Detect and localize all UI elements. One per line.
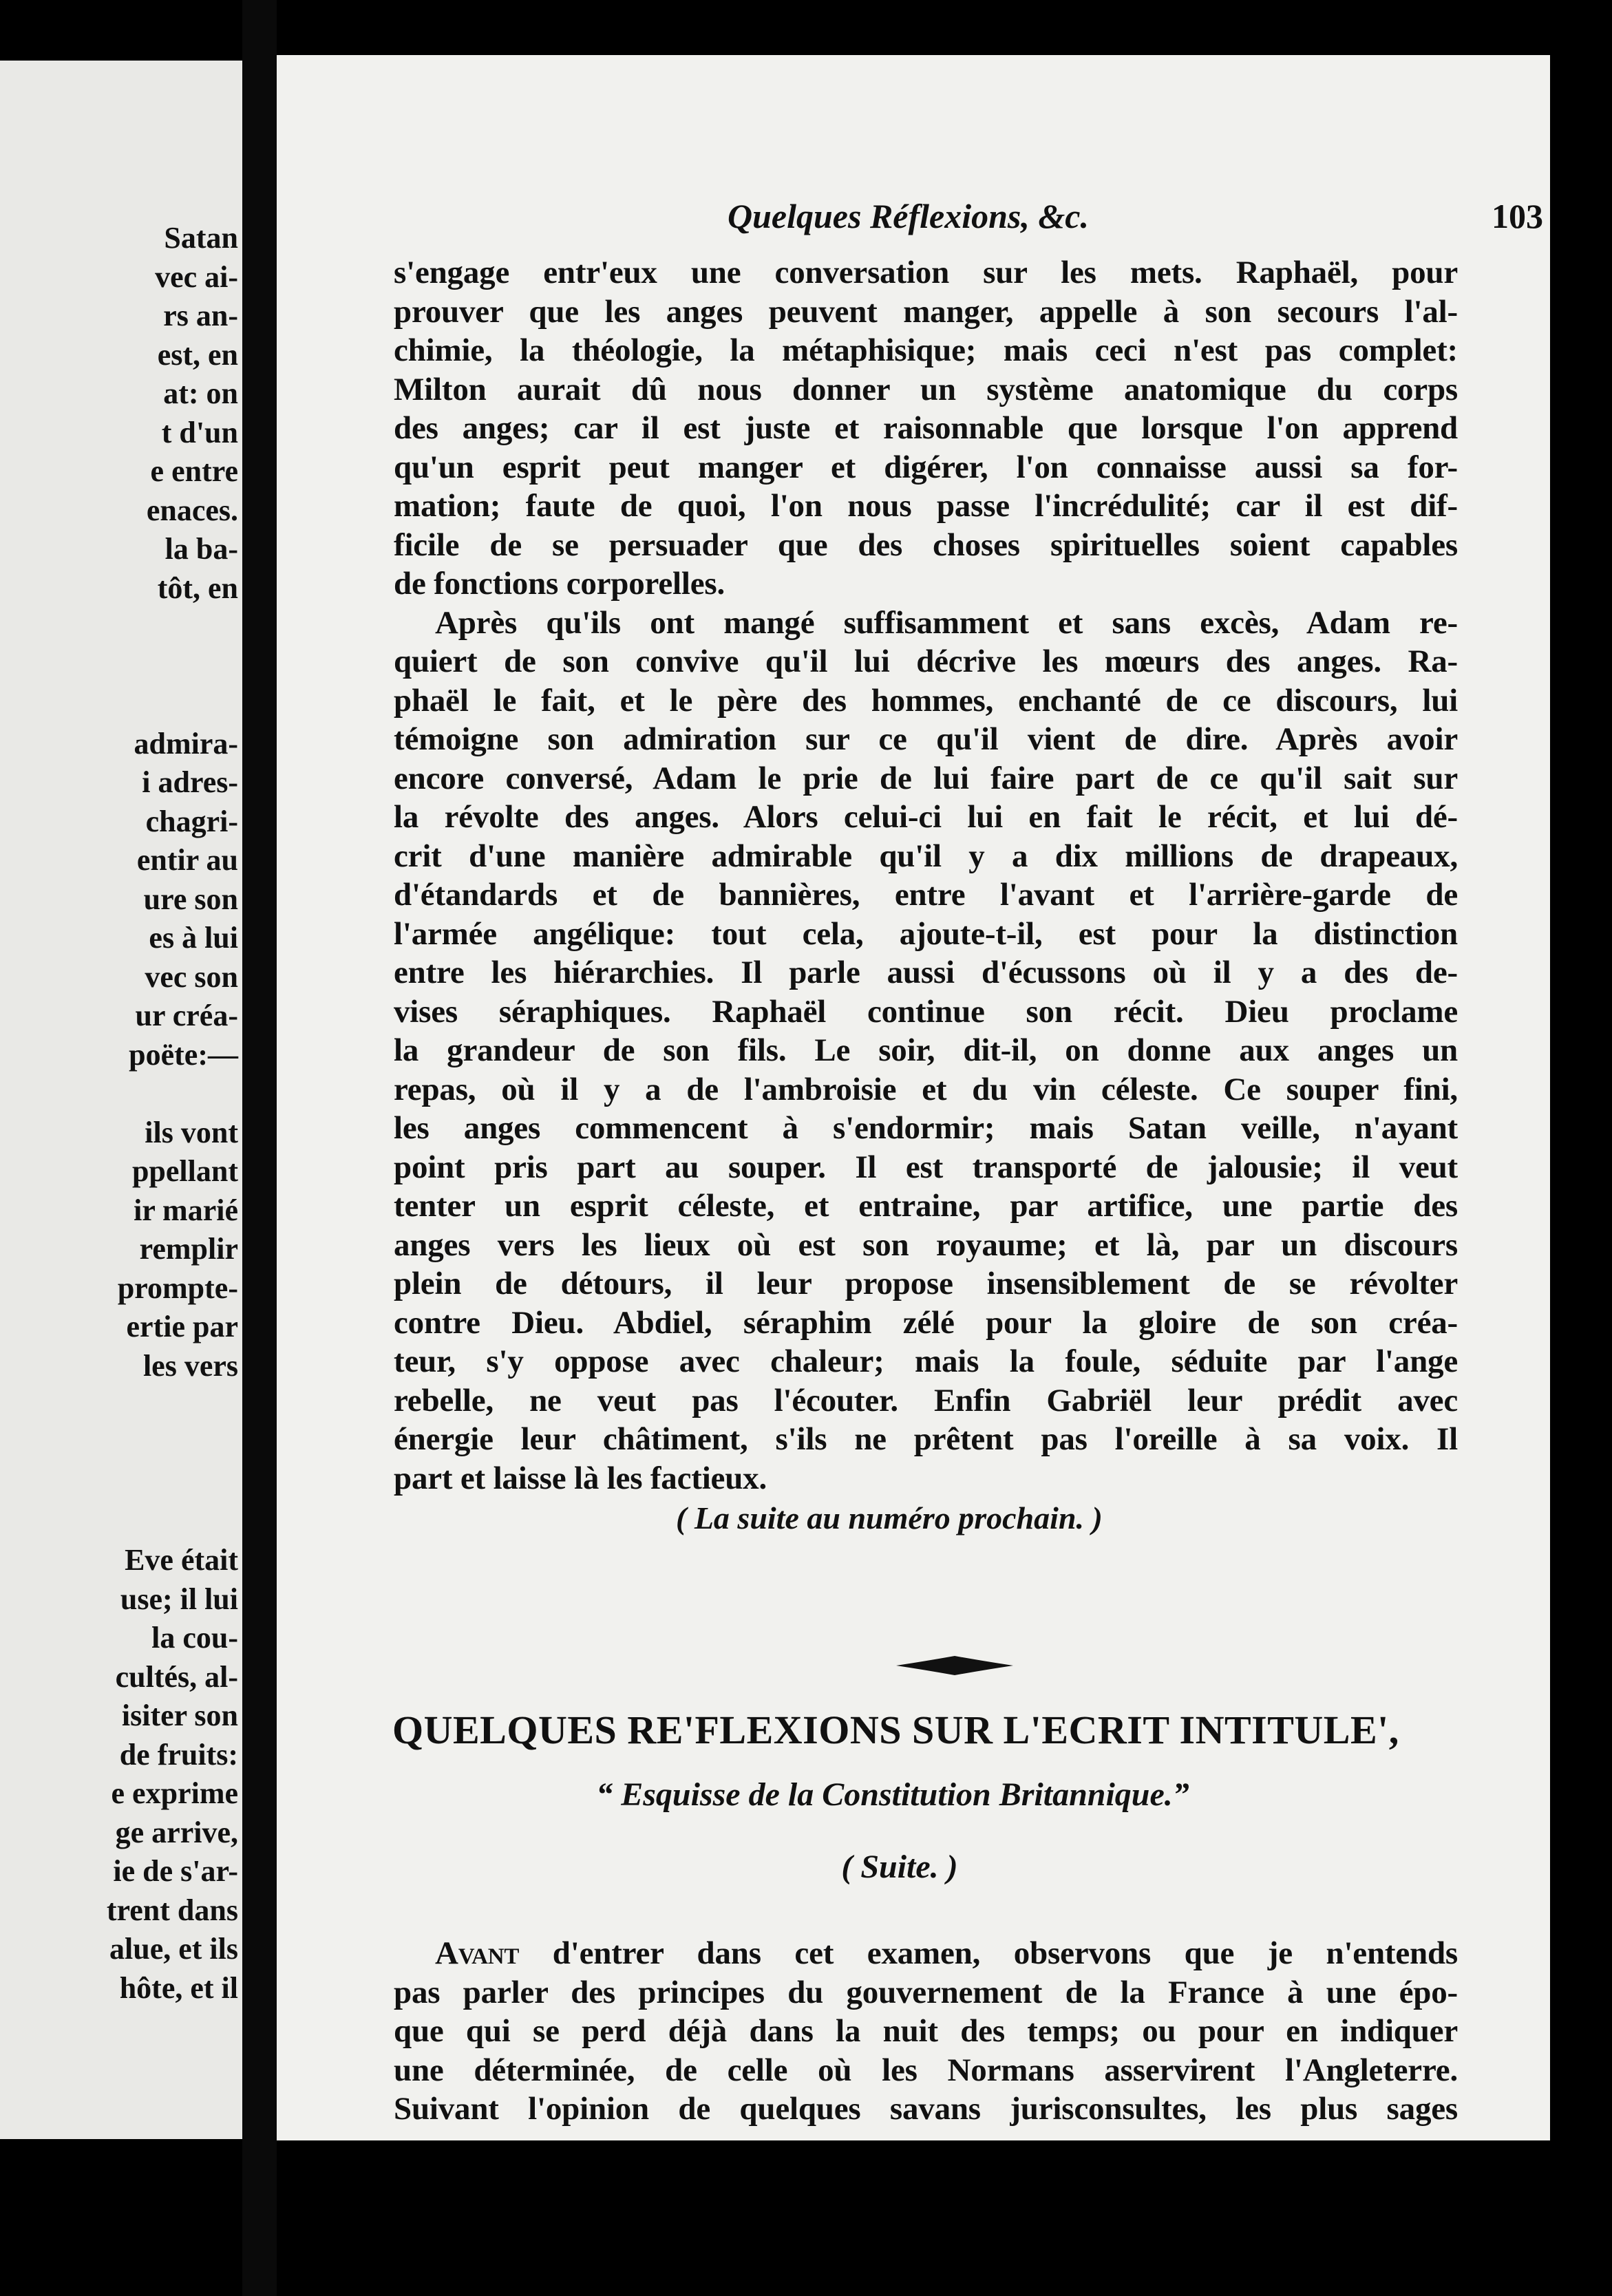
left-line: vec son <box>145 959 238 994</box>
left-line: ure son <box>143 882 238 916</box>
text-line: d'étandards et de bannières, entre l'avant et l'arrière-garde de <box>394 877 1458 913</box>
running-title: Quelques Réflexions, &c. <box>728 197 1089 235</box>
text-line: témoigne son admiration sur ce qu'il vient de dire. Après avoir <box>394 721 1458 757</box>
left-line: poëte:— <box>129 1037 238 1072</box>
left-line: cultés, al- <box>115 1659 238 1694</box>
section-subtitle: “ Esquisse de la Constitution Britannique.” <box>596 1776 1189 1813</box>
left-line: chagri- <box>145 804 238 838</box>
left-line: de fruits: <box>119 1737 238 1772</box>
left-line: ir marié <box>134 1193 238 1227</box>
text-line: l'armée angélique: tout cela, ajoute-t-il, est pour la distinction <box>394 915 1458 952</box>
text-line <box>394 1934 1458 1973</box>
left-line: admira- <box>134 726 238 761</box>
text-line: crit d'une manière admirable qu'il y a dix millions de drapeaux, <box>394 838 1458 874</box>
text-line: rebelle, ne veut pas l'écouter. Enfin Gabriël leur prédit avec <box>394 1382 1458 1418</box>
left-line: ils vont <box>145 1115 238 1149</box>
page-number: 103 <box>1492 197 1543 235</box>
text-line: contre Dieu. Abdiel, séraphim zélé pour la gloire de son créa- <box>394 1304 1458 1341</box>
section-title: QUELQUES RE'FLEXIONS SUR L'ECRIT INTITULE', <box>392 1708 1399 1752</box>
left-line: i adres- <box>142 765 238 799</box>
ornamental-divider <box>896 1652 1013 1679</box>
section-body <box>394 1934 1458 2129</box>
text-line: pas parler des principes du gouvernement de la France à une épo- <box>394 1974 1458 2010</box>
left-line: at: on <box>163 376 238 410</box>
left-line: t d'un <box>161 415 238 449</box>
right-page <box>277 55 1550 2140</box>
text-line: Suivant l'opinion de quelques savans jurisconsultes, les plus sages <box>394 2091 1458 2127</box>
text-line: la grandeur de son fils. Le soir, dit-il, on donne aux anges un <box>394 1032 1458 1068</box>
text-line: mation; faute de quoi, l'on nous passe l'incrédulité; car il est dif- <box>394 488 1458 524</box>
text-line: vises séraphiques. Raphaël continue son récit. Dieu proclame <box>394 993 1458 1030</box>
text-line: la révolte des anges. Alors celui-ci lui en fait le récit, et lui dé- <box>394 799 1458 835</box>
left-line: Satan <box>164 221 238 255</box>
text-line: plein de détours, il leur propose insensiblement de se révolter <box>394 1266 1458 1301</box>
text-line: Milton aurait dû nous donner un système anatomique du corps <box>394 371 1458 407</box>
text-line: énergie leur châtiment, s'ils ne prêtent pas l'oreille à sa voix. Il <box>394 1421 1458 1457</box>
text-line: quiert de son convive qu'il lui décrive les mœurs des anges. Ra- <box>394 644 1458 679</box>
page-header <box>277 196 1550 258</box>
left-line: ur créa- <box>135 999 238 1032</box>
text-line: qu'un esprit peut manger et digérer, l'on connaisse aussi sa for- <box>394 449 1458 485</box>
text-line: de fonctions corporelles. <box>394 566 725 602</box>
left-line: use; il lui <box>120 1582 238 1616</box>
left-line: e entre <box>150 454 238 488</box>
left-line: hôte, et il <box>119 1970 238 2005</box>
text-line: une déterminée, de celle où les Normans asservirent l'Angleterre. <box>394 2052 1458 2088</box>
left-line: la cou- <box>151 1621 238 1655</box>
left-line: remplir <box>139 1232 238 1266</box>
left-line: ge arrive, <box>115 1815 238 1849</box>
article-body <box>394 253 1458 1539</box>
continuation-note: ( La suite au numéro prochain. ) <box>676 1500 1103 1535</box>
text-line: encore conversé, Adam le prie de lui faire part de ce qu'il sait sur <box>394 760 1458 796</box>
left-line: les vers <box>142 1348 238 1383</box>
text-line: des anges; car il est juste et raisonnable que lorsque l'on apprend <box>394 410 1458 446</box>
text-line: repas, où il y a de l'ambroisie et du vin céleste. Ce souper fini, <box>394 1071 1458 1107</box>
left-line: ppellant <box>131 1154 238 1188</box>
left-line: est, en <box>157 337 238 372</box>
left-line: alue, et ils <box>109 1932 238 1966</box>
first-line-rest: d'entrer dans cet examen, observons que je n'entends <box>519 1935 1458 1971</box>
text-line: s'engage entr'eux une conversation sur les mets. Raphaël, pour <box>394 255 1458 290</box>
text-line: phaël le fait, et le père des hommes, enchanté de ce discours, lui <box>394 682 1458 719</box>
left-line: tôt, en <box>157 571 238 605</box>
left-line: entir au <box>136 843 238 877</box>
left-line: es à lui <box>149 921 238 955</box>
text-line: que qui se perd déjà dans la nuit des temps; ou pour en indiquer <box>394 2013 1458 2049</box>
left-line: ie de s'ar- <box>113 1854 238 1888</box>
left-page-text <box>107 219 238 2008</box>
left-line: vec ai- <box>155 259 238 294</box>
left-line: Eve était <box>125 1543 238 1577</box>
text-line: anges vers les lieux où est son royaume; et là, par un discours <box>394 1226 1458 1263</box>
text-line: ficile de se persuader que des choses spirituelles soient capables <box>394 527 1458 563</box>
text-line: entre les hiérarchies. Il parle aussi d'écussons où il y a des de- <box>394 955 1458 990</box>
left-line: prompte- <box>117 1271 238 1305</box>
left-line: ertie par <box>126 1310 238 1343</box>
left-line: rs an- <box>163 299 238 332</box>
text-line: prouver que les anges peuvent manger, appelle à son secours l'al- <box>394 293 1458 330</box>
left-line: trent dans <box>106 1893 238 1927</box>
text-line: point pris part au souper. Il est transporté de jalousie; il veut <box>394 1149 1458 1185</box>
left-line: isiter son <box>121 1699 238 1732</box>
text-line: part et laisse là les factieux. <box>394 1460 767 1496</box>
text-line: teur, s'y oppose avec chaleur; mais la foule, séduite par l'ange <box>394 1343 1458 1379</box>
left-facing-page <box>0 61 242 2139</box>
left-line: la ba- <box>165 532 238 566</box>
section-continued: ( Suite. ) <box>841 1849 958 1885</box>
book-gutter <box>242 0 277 2296</box>
first-word: Avant <box>435 1935 520 1971</box>
text-line: Après qu'ils ont mangé suffisamment et sans excès, Adam re- <box>435 604 1458 641</box>
text-line: chimie, la théologie, la métaphisique; mais ceci n'est pas complet: <box>394 332 1458 368</box>
left-line: enaces. <box>146 493 238 527</box>
text-line: les anges commencent à s'endormir; mais Satan veille, n'ayant <box>394 1110 1458 1146</box>
text-line: tenter un esprit céleste, et entraine, par artifice, une partie des <box>394 1188 1458 1224</box>
left-line: e exprime <box>111 1776 238 1810</box>
